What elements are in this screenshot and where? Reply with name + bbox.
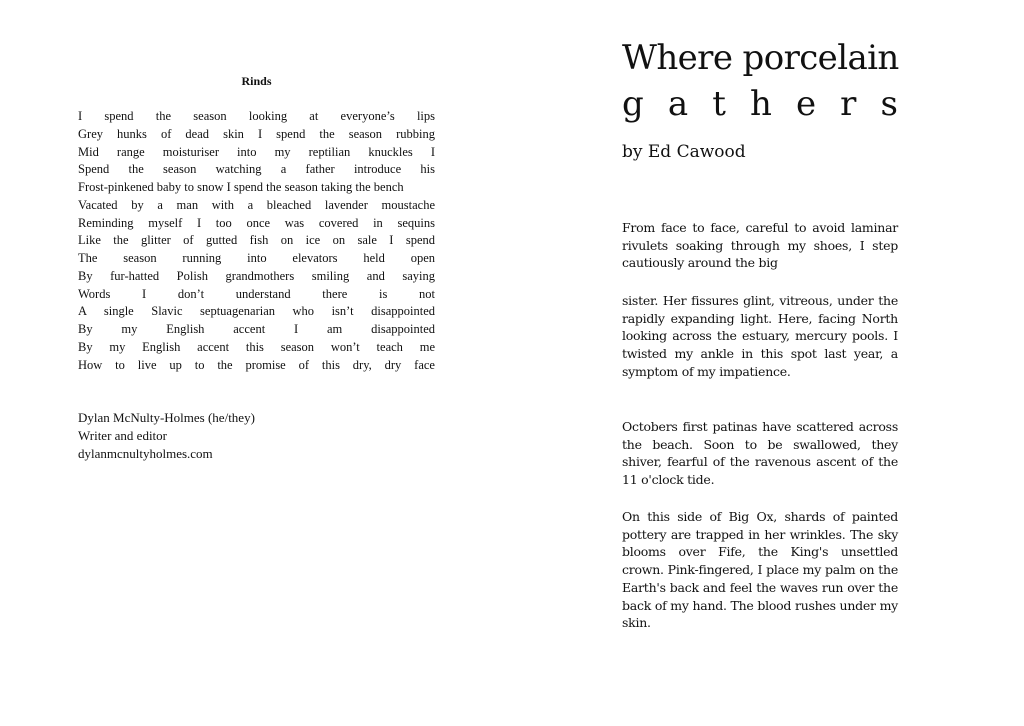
author-website: dylanmcnultyholmes.com — [78, 446, 213, 461]
title-letter: g — [622, 84, 644, 124]
poem-line: Reminding myself I too once was covered in sequins — [78, 215, 435, 230]
poem-line: The season running into elevators held open — [78, 251, 435, 265]
author-block — [78, 409, 435, 463]
essay-title-line-1: Where porcelain — [622, 38, 899, 78]
poem-line: Mid range moisturiser into my reptilian knuckles I — [78, 144, 435, 159]
poem-line: By my English accent I am disappointed — [78, 322, 435, 336]
poem-line: Like the glitter of gutted fish on ice on sale I spend — [78, 233, 435, 248]
poem-line: Vacated by a man with a bleached lavender moustache — [78, 197, 435, 212]
title-letter: h — [749, 84, 772, 124]
poem-line: A single Slavic septuagenarian who isn’t disappointed — [78, 304, 435, 319]
essay-paragraph: sister. Her fissures glint, vitreous, under the rapidly expanding light. Here, facing North looking across the estuary, mercury pools. I twisted my ankle in this spot last year, a symptom of my impatience. — [622, 293, 898, 379]
poem-line: By my English accent this season won’t teach me — [78, 339, 435, 354]
poem-line: Spend the season watching a father introduce his — [78, 162, 435, 177]
poem-body — [78, 108, 435, 374]
title-letter: e — [795, 84, 817, 124]
poem-line: Grey hunks of dead skin I spend the season rubbing — [78, 126, 435, 141]
essay-title-line-2 — [622, 82, 898, 126]
essay-paragraph: Octobers first patinas have scattered across the beach. Soon to be swallowed, they shiver, fearful of the ravenous ascent of the 11 o'clock tide. — [622, 419, 898, 488]
poem-line: By fur-hatted Polish grandmothers smiling and saying — [78, 268, 435, 283]
poem-line: I spend the season looking at everyone’s lips — [78, 109, 435, 123]
author-role: Writer and editor — [78, 428, 167, 443]
essay-paragraph: From face to face, careful to avoid laminar rivulets soaking through my shoes, I step cautiously around the big — [622, 220, 898, 271]
poem-line: Frost-pinkened baby to snow I spend the season taking the bench — [78, 180, 404, 194]
essay-paragraph: On this side of Big Ox, shards of painted pottery are trapped in her wrinkles. The sky blooms over Fife, the King's unsettled crown. Pink-fingered, I place my palm on the Earth's back and feel the waves run over the back of my hand. The blood rushes under my skin. — [622, 509, 898, 631]
poem-line: Words I don’t understand there is not — [78, 286, 435, 301]
title-letter: s — [880, 84, 898, 124]
title-letter: r — [840, 84, 857, 124]
byline: by Ed Cawood — [622, 142, 746, 162]
title-letter: a — [667, 84, 689, 124]
author-name: Dylan McNulty-Holmes (he/they) — [78, 410, 255, 425]
title-letter: t — [712, 84, 726, 124]
poem-line: How to live up to the promise of this dry, dry face — [78, 357, 435, 372]
poem-title: Rinds — [241, 74, 272, 88]
